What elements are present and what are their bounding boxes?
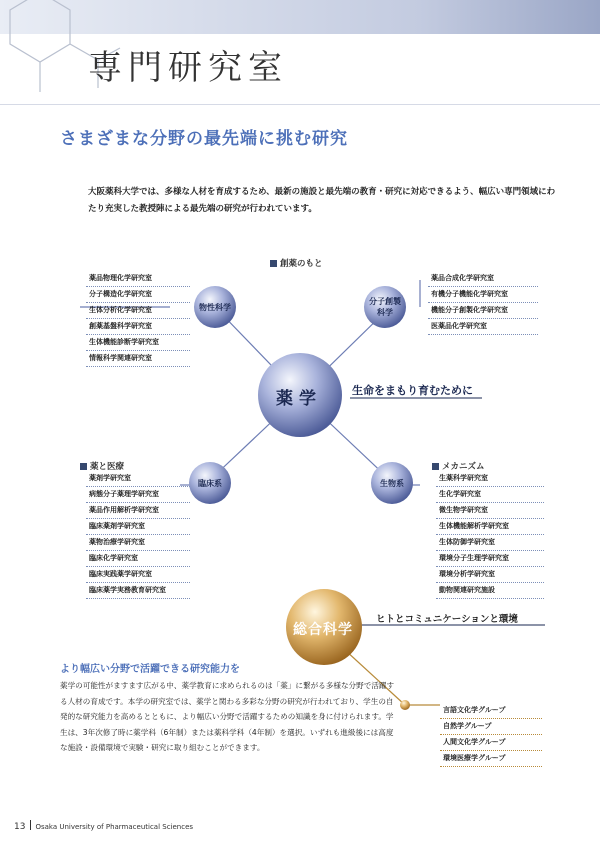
section-top: 創薬のもと (270, 257, 323, 269)
lab-list-item: 生体機能解析学研究室 (436, 519, 544, 535)
br-lab-list (436, 471, 544, 599)
node-tr-label: 分子創製科学 (369, 297, 401, 317)
lab-list-item: 言語文化学グループ (440, 703, 542, 719)
section-bl: 薬と医療 (80, 460, 124, 472)
lab-list-item: 環境分子生理学研究室 (436, 551, 544, 567)
bottom-heading: より幅広い分野で活躍できる研究能力を (60, 664, 240, 675)
square-bullet-icon (80, 463, 87, 470)
lab-list-item: 臨床実践薬学研究室 (86, 567, 190, 583)
bottom-text: 薬学の可能性がますます広がる中、薬学教育に求められるのは「薬」に繋がる多様な分野で活躍する人材の育成です。本学の研究室では、薬学と関わる多彩な分野の研究が行われており、学生の自発的な研究能力を高めるとともに、より幅広い分野で活躍するための知識を身に付けられます。学生は、3年次修了時に薬学科（6年制）または薬科学科（4年制）を選択。いずれも進級後には高度な施設・設備環境で実験・研究に取り組むことができます。 (60, 681, 395, 752)
gold-small-node (400, 700, 410, 710)
lab-list-item: 生薬科学研究室 (436, 471, 544, 487)
lab-list-item: 生化学研究室 (436, 487, 544, 503)
node-br-label: 生物系 (380, 479, 404, 488)
lab-list-item: 生体防御学研究室 (436, 535, 544, 551)
lab-list-item: 情報科学関連研究室 (86, 351, 190, 367)
center-node-label: 薬学 (276, 389, 322, 409)
page-subtitle: さまざまな分野の最先端に挑む研究 (60, 129, 348, 149)
lab-list-item: 薬物治療学研究室 (86, 535, 190, 551)
page-number: 13 (14, 822, 26, 832)
tl-lab-list (86, 271, 190, 367)
lab-list-item: 創薬基盤科学研究室 (86, 319, 190, 335)
lab-list-item: 医薬品化学研究室 (428, 319, 538, 335)
bl-lab-list (86, 471, 190, 599)
lab-list-item: 臨床薬学実務教育研究室 (86, 583, 190, 599)
lab-list-item: 薬剤学研究室 (86, 471, 190, 487)
lab-list-item: 人間文化学グループ (440, 735, 542, 751)
lab-list-item: 動物関連研究施設 (436, 583, 544, 599)
square-bullet-icon (270, 260, 277, 267)
lab-list-item: 薬品合成化学研究室 (428, 271, 538, 287)
lab-list-item: 分子構造化学研究室 (86, 287, 190, 303)
footer (14, 820, 193, 832)
lab-list-item: 生体分析化学研究室 (86, 303, 190, 319)
general-tag: ヒトとコミュニケーションと環境 (376, 614, 518, 625)
general-node-label: 総合科学 (293, 622, 353, 638)
lab-list-item: 微生物学研究室 (436, 503, 544, 519)
publisher-name: Osaka University of Pharmaceutical Sciences (35, 823, 194, 831)
lab-list-item: 臨床薬剤学研究室 (86, 519, 190, 535)
lab-list-item: 薬品物理化学研究室 (86, 271, 190, 287)
page-title: 専門研究室 (88, 48, 288, 88)
tr-lab-list (428, 271, 538, 335)
node-bl-label: 臨床系 (198, 479, 222, 488)
lab-list-item: 環境分析学研究室 (436, 567, 544, 583)
section-br: メカニズム (432, 460, 485, 472)
center-tag: 生命をまもり育むために (352, 384, 473, 397)
lab-list-item: 臨床化学研究室 (86, 551, 190, 567)
lab-list-item: 薬品作用解析学研究室 (86, 503, 190, 519)
lab-list-item: 病態分子薬理学研究室 (86, 487, 190, 503)
lab-list-item: 機能分子創製化学研究室 (428, 303, 538, 319)
lab-list-item: 有機分子機能化学研究室 (428, 287, 538, 303)
footer-divider (30, 820, 31, 830)
node-tl-label: 物性科学 (199, 303, 231, 312)
lab-list-item: 生体機能診断学研究室 (86, 335, 190, 351)
intro-text: 大阪薬科大学では、多様な人材を育成するため、最新の施設と最先端の教育・研究に対応できるよう、幅広い専門領域にわたり充実した教授陣による最先端の研究が行われています。 (88, 187, 556, 214)
square-bullet-icon (432, 463, 439, 470)
lab-list-item: 環境医療学グループ (440, 751, 542, 767)
lab-list-item: 自然学グループ (440, 719, 542, 735)
general-group-list (440, 703, 542, 767)
